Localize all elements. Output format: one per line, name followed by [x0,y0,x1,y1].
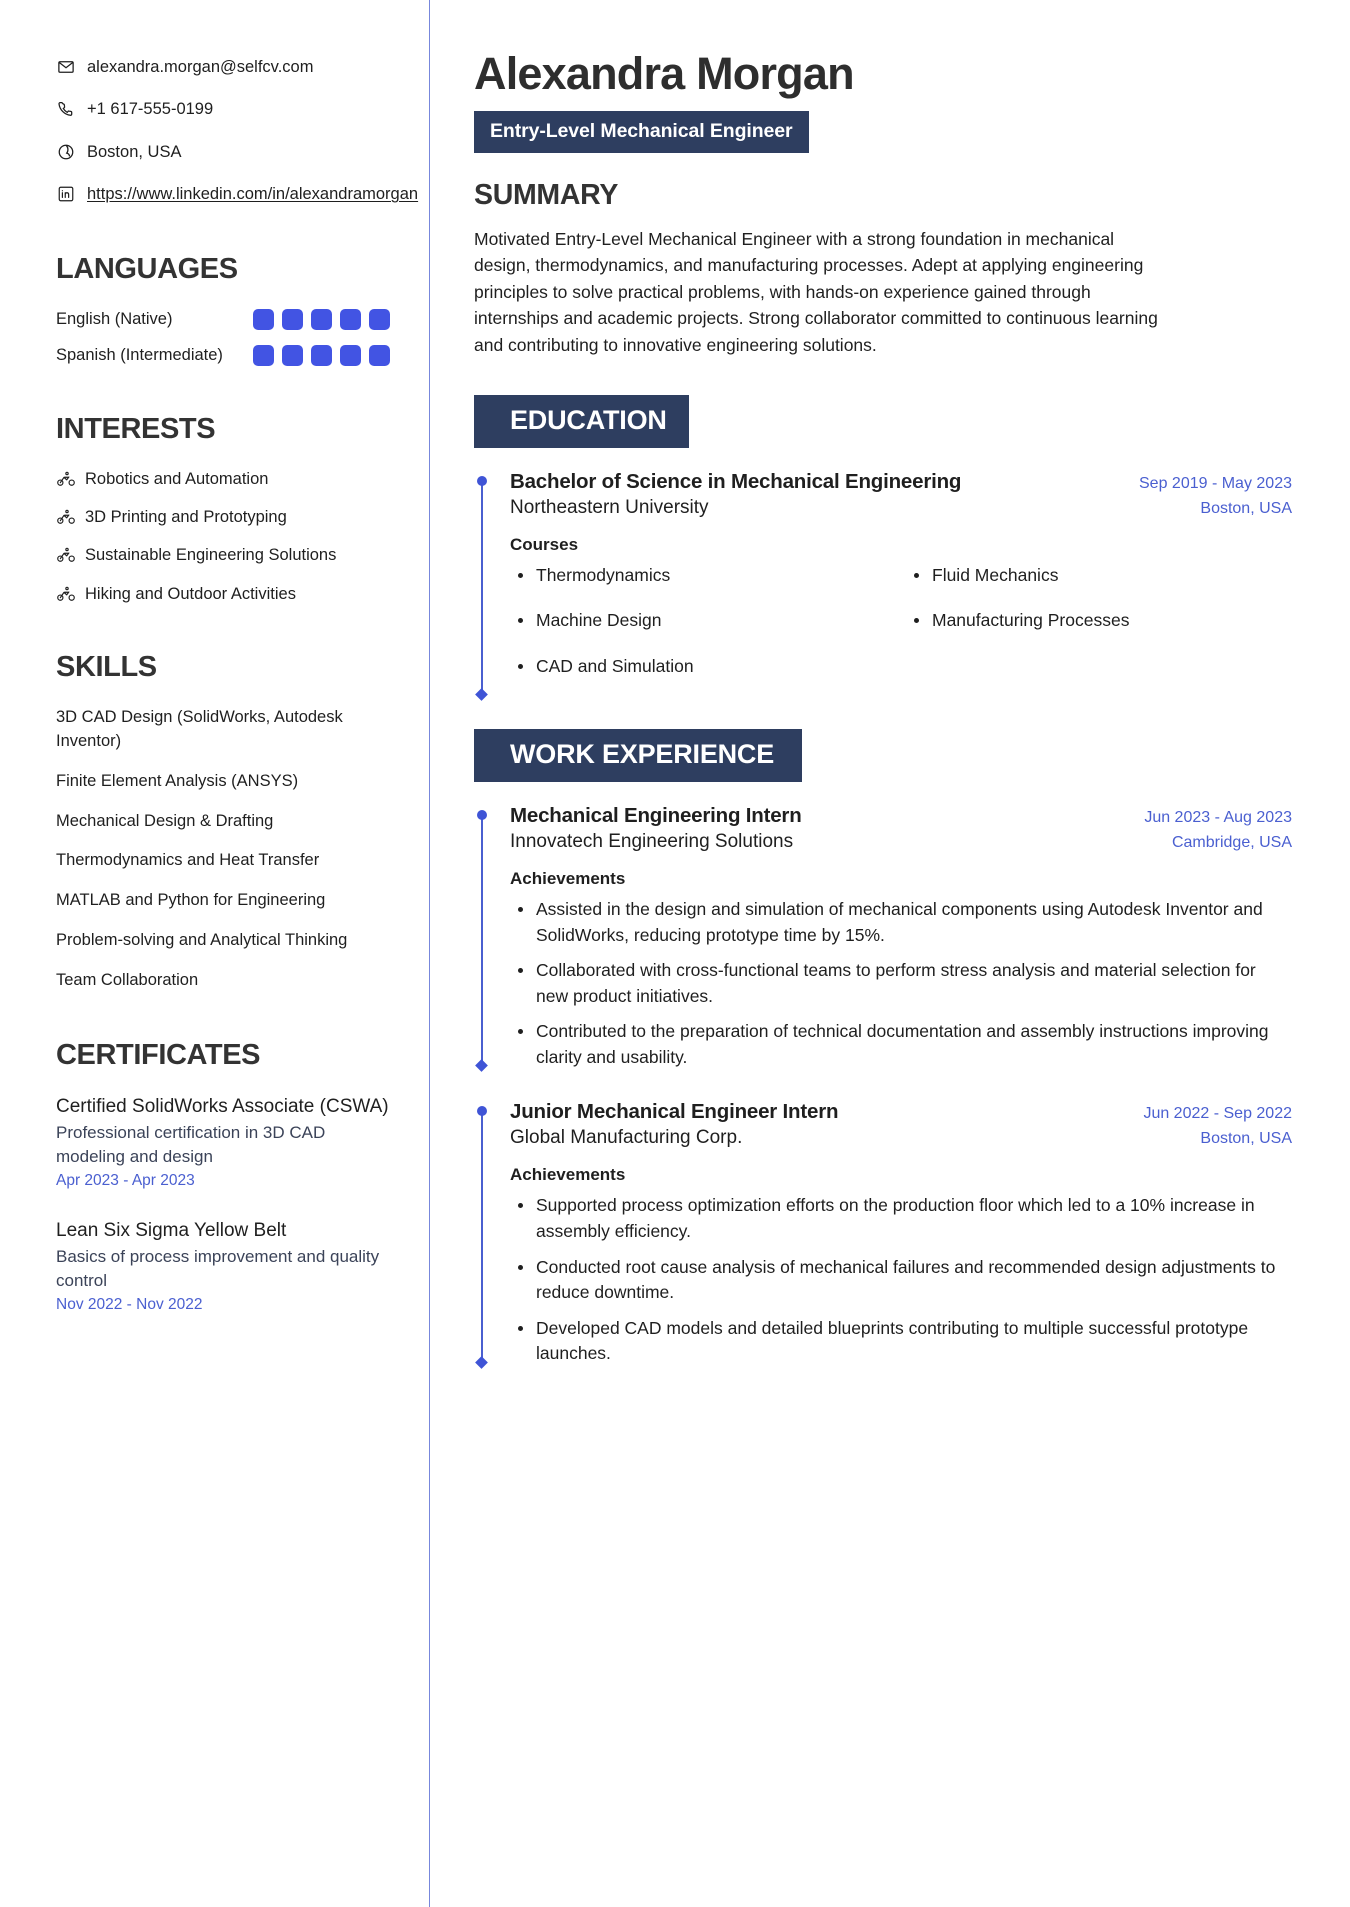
interest-item [56,468,390,490]
achievements-label: Achievements [510,1165,626,1185]
achievement-item: Collaborated with cross-functional teams to perform stress analysis and material selection for new product initiatives. [510,958,1292,1009]
level-dot [253,309,274,330]
certificates-heading: CERTIFICATES [56,1039,261,1072]
bicycle-icon [56,545,76,565]
education-location: Boston, USA [1200,499,1292,517]
timeline-line [481,479,483,693]
interest-item [56,506,390,528]
languages-heading: LANGUAGES [56,253,238,286]
skill-item: Finite Element Analysis (ANSYS) [56,771,299,790]
level-dot [369,309,390,330]
education-heading: EDUCATION [474,395,689,448]
certificate-date: Nov 2022 - Nov 2022 [56,1296,203,1314]
certificate-item [56,1218,390,1316]
work-entry [510,1100,1292,1366]
achievements-list [510,1193,1292,1366]
job-title-badge: Entry-Level Mechanical Engineer [474,111,809,153]
linkedin-icon [56,184,76,204]
language-row-english [56,308,390,330]
job-role: Junior Mechanical Engineer Intern [510,1100,839,1124]
language-level-english [253,309,390,330]
education-timeline [474,470,1292,700]
globe-icon [56,142,76,162]
contact-list [56,56,419,207]
work-entry-head [510,804,1292,828]
achievement-item: Assisted in the design and simulation of mechanical components using Autodesk Inventor and SolidWorks, reducing prototype time by 15%. [510,897,1292,948]
contact-item-linkedin[interactable] [56,183,419,207]
language-name: English (Native) [56,310,173,329]
interest-label: Sustainable Engineering Solutions [85,546,337,565]
course-item: Machine Design [510,608,896,634]
timeline-dot-icon [477,1106,487,1116]
certificate-date: Apr 2023 - Apr 2023 [56,1171,195,1189]
achievement-item: Supported process optimization efforts on the production floor which led to a 10% increase in assembly efficiency. [510,1193,1292,1244]
timeline-diamond-icon [475,1060,488,1073]
degree-title: Bachelor of Science in Mechanical Engineering [510,469,962,493]
work-timeline-2 [474,1100,1292,1366]
work-experience-section [474,729,1292,1367]
language-name: Spanish (Intermediate) [56,346,223,365]
bicycle-icon [56,507,76,527]
language-level-spanish [253,345,390,366]
work-entry-sub [510,831,1292,853]
bicycle-icon [56,584,76,604]
main-column [430,0,1350,1907]
summary-text: Motivated Entry-Level Mechanical Engineer with a strong foundation in mechanical design, thermodynamics, and manufacturing processes. Adept at applying engineering principles to solve practical problems, with hands-on experience gained through internships and academic projects. Strong collaborator committed to continuous learning and contributing to innovative engineering solutions. [474,228,1158,355]
timeline-line [481,813,483,1063]
timeline-line [481,1109,483,1359]
education-entry-sub [510,497,1292,519]
level-dot [311,309,332,330]
skill-item: MATLAB and Python for Engineering [56,891,326,910]
work-entry-sub [510,1127,1292,1149]
work-entry [510,804,1292,1070]
courses-list [510,563,1292,700]
education-entry-head [510,470,1292,494]
languages-section [56,253,390,367]
skills-section [56,651,390,993]
envelope-icon [56,57,76,77]
achievement-item: Developed CAD models and detailed blueprints contributing to multiple successful prototype launches. [510,1316,1292,1367]
achievements-label: Achievements [510,869,626,889]
level-dot [369,345,390,366]
candidate-name: Alexandra Morgan [474,48,854,99]
work-location: Boston, USA [1200,1130,1292,1148]
certificate-description: Professional certification in 3D CAD modeling and design [56,1123,326,1167]
course-item: Fluid Mechanics [906,563,1292,589]
achievement-item: Conducted root cause analysis of mechanical failures and recommended design adjustments to reduce downtime. [510,1255,1292,1306]
skill-item: Mechanical Design & Drafting [56,811,274,830]
company-name: Global Manufacturing Corp. [510,1127,743,1149]
certificates-section [56,1039,390,1316]
contact-item-phone [56,98,390,121]
education-date: Sep 2019 - May 2023 [1139,474,1292,492]
certificate-title: Lean Six Sigma Yellow Belt [56,1220,287,1242]
certificate-description: Basics of process improvement and quality control [56,1247,380,1291]
summary-heading: SUMMARY [474,178,619,211]
skill-item: Thermodynamics and Heat Transfer [56,851,320,870]
course-item: CAD and Simulation [510,654,896,680]
skills-heading: SKILLS [56,650,157,683]
interest-item [56,583,390,605]
interest-item [56,544,390,566]
contact-item-email [56,56,390,79]
phone-icon [56,99,76,119]
courses-label: Courses [510,534,579,554]
interests-section [56,413,390,605]
company-name: Innovatech Engineering Solutions [510,831,794,853]
school-name: Northeastern University [510,496,709,518]
timeline-diamond-icon [475,1356,488,1369]
work-timeline-1 [474,804,1292,1070]
job-role: Mechanical Engineering Intern [510,804,802,828]
linkedin-link[interactable]: https://www.linkedin.com/in/alexandramorgan [87,185,419,204]
skill-item: Team Collaboration [56,971,199,990]
interest-label: Hiking and Outdoor Activities [85,584,296,603]
certificate-item [56,1094,390,1192]
email-text: alexandra.morgan@selfcv.com [87,58,314,76]
course-item: Manufacturing Processes [906,608,1292,634]
certificate-title: Certified SolidWorks Associate (CSWA) [56,1096,389,1118]
level-dot [311,345,332,366]
achievements-list [510,897,1292,1070]
level-dot [282,345,303,366]
skill-item: Problem-solving and Analytical Thinking [56,931,348,950]
timeline-dot-icon [477,476,487,486]
sidebar [0,0,430,1907]
level-dot [340,345,361,366]
work-entry-head [510,1100,1292,1124]
work-location: Cambridge, USA [1171,834,1292,852]
language-row-spanish [56,344,390,366]
bicycle-icon [56,469,76,489]
education-section [474,395,1292,700]
education-entry [510,470,1292,700]
interest-label: Robotics and Automation [85,469,269,488]
skill-item: 3D CAD Design (SolidWorks, Autodesk Inventor) [56,707,343,750]
phone-text: +1 617-555-0199 [87,100,214,119]
contact-item-location [56,141,390,164]
level-dot [282,309,303,330]
level-dot [340,309,361,330]
achievement-item: Contributed to the preparation of technical documentation and assembly instructions improving clarity and usability. [510,1019,1292,1070]
interests-heading: INTERESTS [56,412,216,445]
work-date: Jun 2023 - Aug 2023 [1144,809,1292,827]
timeline-dot-icon [477,810,487,820]
course-item: Thermodynamics [510,563,896,589]
level-dot [253,345,274,366]
work-experience-heading: WORK EXPERIENCE [474,729,802,782]
interest-label: 3D Printing and Prototyping [85,507,287,526]
timeline-diamond-icon [475,688,488,701]
work-date: Jun 2022 - Sep 2022 [1143,1105,1292,1123]
location-text: Boston, USA [87,142,182,161]
